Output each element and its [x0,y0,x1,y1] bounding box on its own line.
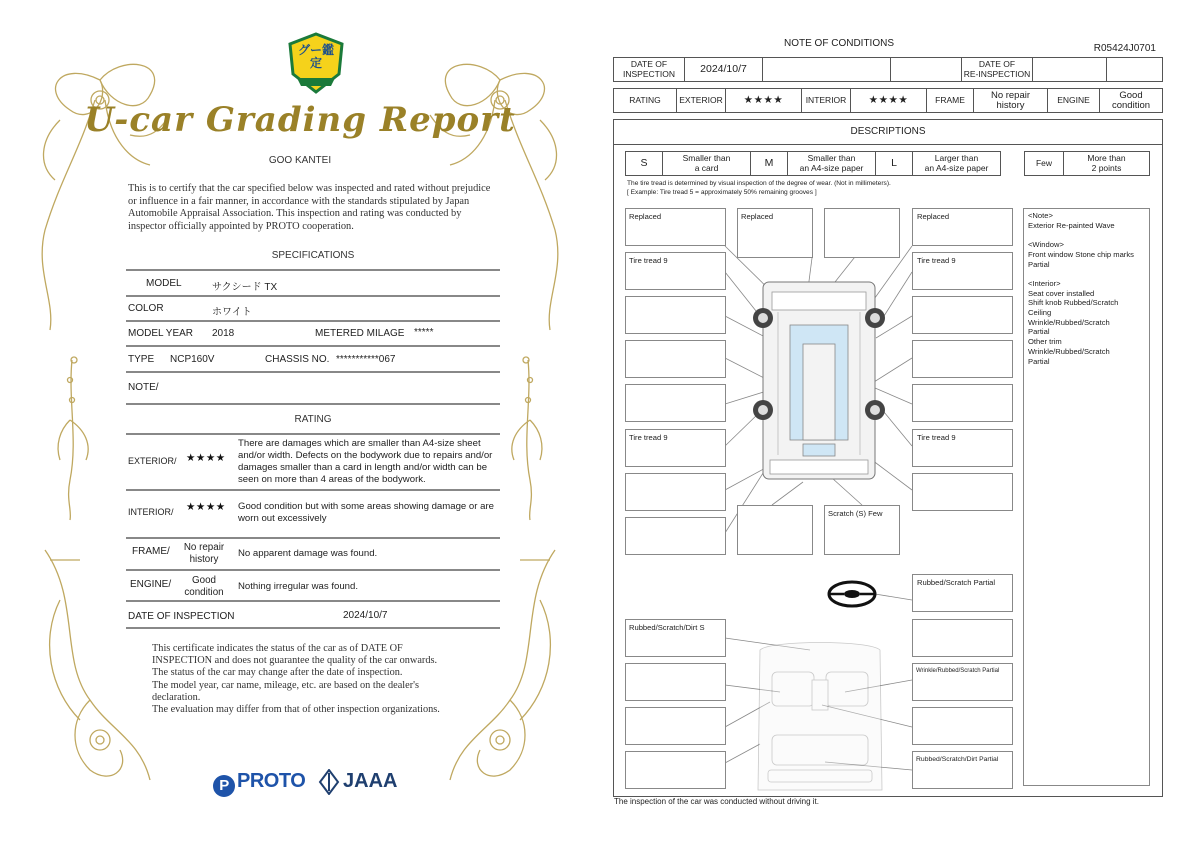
legend-m-desc [787,151,876,176]
type-value: NCP160V [170,354,215,365]
frame-value [973,88,1048,113]
tire-tread-note [627,180,891,197]
legend-l: L [875,151,913,176]
replaced-center-label: Replaced [741,212,774,221]
damage-box [625,340,726,378]
chassis-label: CHASSIS NO. [265,354,330,365]
divider [126,627,500,629]
empty-cell [762,57,891,82]
frame-description: No apparent damage was found. [238,548,378,559]
divider [126,433,500,435]
proto-logo [213,770,305,797]
tire-rr-label: Tire tread 9 [917,433,956,442]
divider [126,600,500,602]
damage-box [912,296,1013,334]
legend-s-desc [662,151,751,176]
interior-stars: ★★★★ [850,88,927,113]
interior-description: Good condition but with some areas showing damage or are worn out excessively [238,501,494,524]
legend-line: an A4-size paper [924,162,989,173]
color-label: COLOR [128,303,164,314]
exterior-label: EXTERIOR/ [128,456,177,466]
interior-stars: ★★★★ [186,501,226,513]
certificate-intro: This is to certify that the car specified below was inspected and rated without prejudice or influence in a fair manner, in accordance with the standards stipulated by Japan Automobile Appraisal Association. This inspection and rating was conducted by inspector officially appointed by PROTO cooperation. [128,183,491,232]
proto-mark-icon: P [213,775,235,797]
replaced-right-label: Replaced [917,212,950,221]
divider [126,295,500,297]
exterior-description: There are damages which are smaller than A4-size sheet and/or width. Defects on the bodywork due to repairs and/or damages smaller than a card in length and/or width can be seen on more than 4 areas of the bodywork. [238,438,493,485]
tire-fr-label: Tire tread 9 [917,256,956,265]
label-line: DATE OF [978,59,1016,69]
rating-heading: RATING [294,414,332,425]
footer-line: INSPECTION and does not guarantee the quality of the car onwards. [152,655,438,667]
tire-note-line: The tire tread is determined by visual inspection of the degree of wear. (Not in millimeters). [627,180,891,187]
damage-box [912,384,1013,422]
legend-s: S [625,151,663,176]
metered-milage-value: ***** [414,327,434,338]
date-of-inspection-value: 2024/10/7 [343,610,388,621]
damage-box [912,473,1013,511]
date-of-inspection-label: DATE OF INSPECTION [128,611,235,622]
divider [126,320,500,322]
exterior-label: EXTERIOR [676,88,726,113]
notes-text: <Note> Exterior Re-painted Wave <Window> Front window Stone chip marks Partial <Interior> Seat cover installed Shift knob Rubbed/Scratch Ceiling Wrinkle/Rubbed/Scratch Partial Other trim Wrinkle/Rubbed/Scratch Partial [1028,211,1134,366]
legend-line: Smaller than [807,153,856,163]
frame-label: FRAME [926,88,974,113]
engine-grade [176,575,232,598]
divider [126,569,500,571]
type-label: TYPE [128,354,155,365]
damage-box [737,505,813,555]
divider [126,537,500,539]
damage-box [625,707,726,745]
date-of-inspection-value: 2024/10/7 [684,57,763,82]
color-value: ホワイト [212,307,252,318]
interior-seat-label: Rubbed/Scratch/Dirt Partial [916,756,999,763]
damage-box [625,751,726,789]
divider [126,371,500,373]
frame-grade-line2: history [189,553,219,565]
legend-line: a card [694,162,719,173]
note-label: NOTE/ [128,382,159,393]
divider [126,403,500,405]
damage-box [625,473,726,511]
legend-l-desc [912,151,1001,176]
footer-line: The status of the car may change after the date of inspection. [152,667,403,679]
divider [126,269,500,271]
empty-cell [890,57,962,82]
divider [126,345,500,347]
empty-cell [1106,57,1163,82]
conditions-footer: The inspection of the car was conducted without driving it. [614,797,819,806]
footer-line: The model year, car name, mileage, etc. are based on the dealer's [152,679,420,691]
date-of-inspection-label [613,57,685,82]
engine-grade-line1: Good [192,575,216,586]
note-of-conditions [600,0,1200,848]
tire-rl-label: Tire tread 9 [629,433,668,442]
report-code: R05424J0701 [1093,43,1156,54]
jaaa-logo: JAAA [343,770,398,792]
value-line: No repair [990,90,1031,101]
model-year-value: 2018 [212,328,235,339]
specifications-heading: SPECIFICATIONS [271,250,355,261]
damage-box [912,707,1013,745]
damage-box [824,208,900,258]
label-line: DATE OF [630,59,668,69]
exterior-stars: ★★★★ [725,88,802,113]
frame-grade [176,542,232,565]
badge-text: グー鑑定 [297,43,334,70]
interior-front-label: Rubbed/Scratch/Dirt S [629,623,705,632]
reinspection-label [961,57,1033,82]
certificate-subtitle: GOO KANTEI [268,155,332,166]
footer-line: The evaluation may differ from that of other inspection organizations. [152,704,440,716]
engine-label: ENGINE/ [130,579,172,590]
scratch-rear-label: Scratch (S) Few [828,509,883,518]
interior-label: INTERIOR/ [128,507,174,517]
descriptions-heading: DESCRIPTIONS [613,119,1163,145]
damage-box [912,340,1013,378]
tire-fl-label: Tire tread 9 [629,256,668,265]
certificate-title: U-car Grading Report [84,100,516,140]
damage-box [625,384,726,422]
engine-value [1099,88,1163,113]
legend-line: Larger than [934,153,979,163]
frame-grade-line1: No repair [183,542,225,553]
engine-label: ENGINE [1047,88,1100,113]
damage-box [912,619,1013,657]
chassis-value: ***********067 [336,354,396,365]
reinspection-value [1032,57,1107,82]
engine-grade-line2: condition [184,586,224,598]
tire-note-line: [ Example: Tire tread 5 = approximately 50% remaining grooves ] [627,188,817,196]
footer-line: This certificate indicates the status of the car as of DATE OF [152,643,403,654]
proto-logo-text: PROTO [237,770,306,792]
engine-description: Nothing irregular was found. [238,581,358,592]
exterior-stars: ★★★★ [186,452,226,464]
model-label: MODEL [146,278,182,289]
value-line: Good [1119,90,1143,101]
interior-shift-label: Wrinkle/Rubbed/Scratch Partial [916,668,1000,674]
model-value: サクシード TX [212,282,278,293]
legend-few-desc [1063,151,1150,176]
conditions-title: NOTE OF CONDITIONS [784,38,894,49]
legend-m: M [750,151,788,176]
certificate-footer [152,643,492,716]
damage-box [625,296,726,334]
label-line: INSPECTION [623,68,675,79]
legend-line: 2 points [1091,162,1122,173]
model-year-label: MODEL YEAR [128,328,194,339]
divider [126,489,500,491]
legend-few: Few [1024,151,1064,176]
rating-label: RATING [613,88,677,113]
steering-label: Rubbed/Scratch Partial [917,578,996,587]
legend-line: Smaller than [682,153,731,163]
jaaa-mark-icon [318,769,340,795]
damage-box [625,663,726,701]
footer-line: declaration. [152,691,201,703]
frame-label: FRAME/ [132,546,170,557]
replaced-left-label: Replaced [629,212,662,221]
legend-line: More than [1087,153,1126,163]
metered-milage-label: METERED MILAGE [315,328,405,339]
value-line: history [996,99,1025,111]
interior-label: INTERIOR [801,88,851,113]
legend-line: an A4-size paper [799,162,864,173]
damage-box [625,517,726,555]
label-line: RE-INSPECTION [963,68,1031,79]
value-line: condition [1111,99,1151,111]
